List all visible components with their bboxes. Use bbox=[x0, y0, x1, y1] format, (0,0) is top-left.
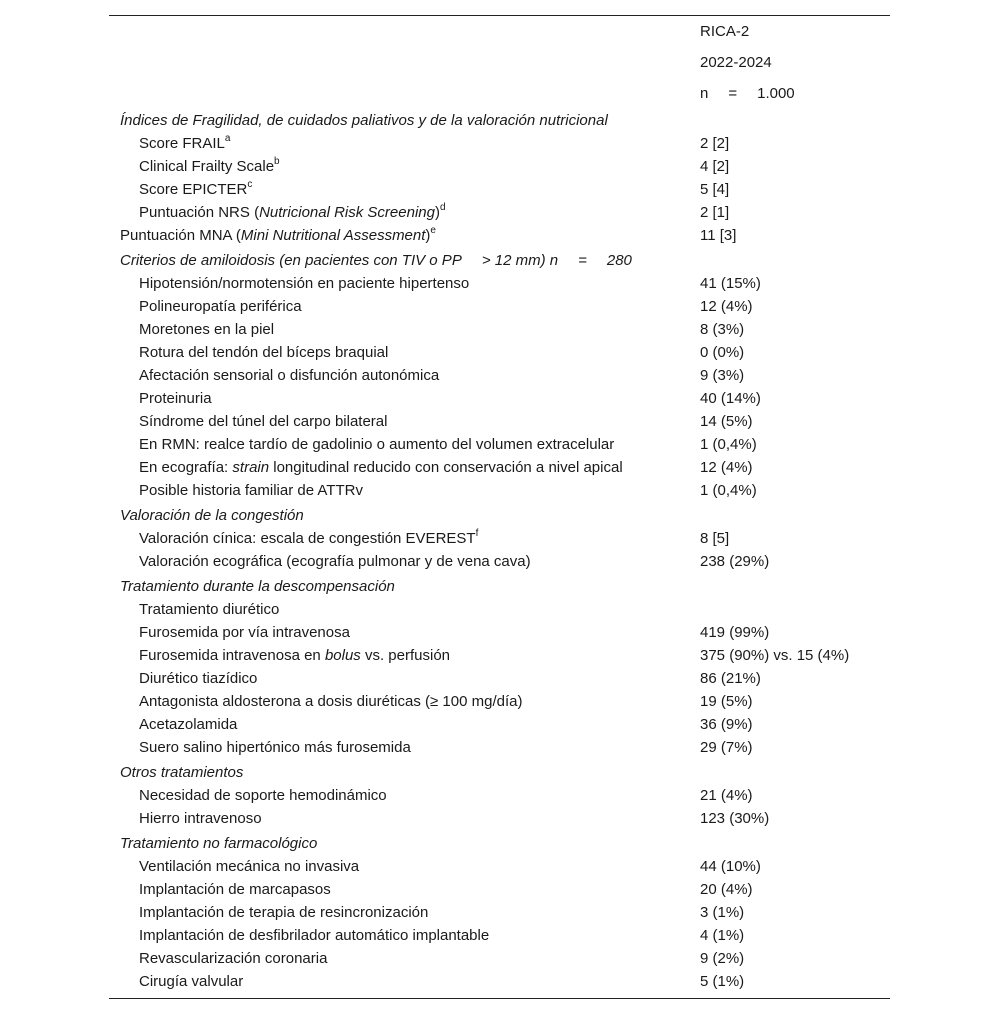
table-row bbox=[0, 901, 1000, 924]
row-label bbox=[139, 807, 262, 830]
table-row bbox=[0, 807, 1000, 830]
row-label-text: Furosemida intravenosa en bbox=[139, 647, 325, 664]
table-row bbox=[0, 224, 1000, 247]
row-label-text: Implantación de terapia de resincronización bbox=[139, 904, 429, 921]
row-value: 8 (3%) bbox=[700, 321, 745, 338]
row-label-text: Hipotensión/normotensión en paciente hipertenso bbox=[139, 275, 470, 292]
row-label bbox=[139, 433, 614, 456]
row-value: 9 (2%) bbox=[700, 950, 745, 967]
row-label bbox=[139, 410, 387, 433]
table-row bbox=[0, 855, 1000, 878]
row-value: 11 [3] bbox=[700, 227, 737, 244]
column-header-group: RICA-2 bbox=[700, 23, 750, 40]
table-row bbox=[0, 387, 1000, 410]
row-label-text: Implantación de desfibrilador automático implantable bbox=[139, 927, 490, 944]
table-row bbox=[0, 155, 1000, 178]
row-label-text: En RMN: realce tardío de gadolinio o aumento del volumen extracelular bbox=[139, 436, 615, 453]
row-label-text: Ventilación mecánica no invasiva bbox=[139, 858, 360, 875]
row-value: 19 (5%) bbox=[700, 693, 753, 710]
n-value: 1.000 bbox=[757, 85, 795, 102]
table-row bbox=[0, 132, 1000, 155]
table-row bbox=[0, 410, 1000, 433]
row-value: 12 (4%) bbox=[700, 459, 753, 476]
row-label-text: Síndrome del túnel del carpo bilateral bbox=[139, 413, 388, 430]
row-value: 29 (7%) bbox=[700, 739, 753, 756]
row-value: 44 (10%) bbox=[700, 858, 761, 875]
row-label bbox=[139, 527, 478, 550]
table-row bbox=[0, 527, 1000, 550]
section-row bbox=[0, 109, 1000, 132]
row-label bbox=[139, 690, 522, 713]
table-row bbox=[0, 318, 1000, 341]
table-row bbox=[0, 364, 1000, 387]
table-row bbox=[0, 178, 1000, 201]
table-row bbox=[0, 970, 1000, 993]
row-label-text: Afectación sensorial o disfunción autonómica bbox=[139, 367, 440, 384]
section-title: Tratamiento durante la descompensación bbox=[120, 578, 395, 595]
row-label-text: Clinical Frailty Scale bbox=[139, 158, 275, 175]
row-label bbox=[139, 456, 623, 479]
section-title-part: Criterios de amiloidosis (en pacientes con TIV o PP bbox=[120, 252, 462, 269]
row-label-text: Posible historia familiar de ATTRv bbox=[139, 482, 363, 499]
table-row bbox=[0, 479, 1000, 502]
table-row bbox=[0, 644, 1000, 667]
table-row bbox=[0, 784, 1000, 807]
table-row bbox=[0, 690, 1000, 713]
footnote-marker: e bbox=[430, 225, 436, 236]
section-title bbox=[120, 249, 632, 272]
row-label-text: En ecografía: bbox=[139, 459, 233, 476]
row-label bbox=[139, 132, 230, 155]
row-label bbox=[139, 155, 280, 178]
section-title: Tratamiento no farmacológico bbox=[120, 835, 318, 852]
row-value: 41 (15%) bbox=[700, 275, 761, 292]
row-label-text: Score EPICTER bbox=[139, 181, 248, 198]
section-title: Valoración de la congestión bbox=[120, 507, 304, 524]
row-label bbox=[139, 621, 350, 644]
row-label-text: Acetazolamida bbox=[139, 716, 238, 733]
row-value: 8 [5] bbox=[700, 530, 730, 547]
row-label-text: Moretones en la piel bbox=[139, 321, 275, 338]
n-label: n bbox=[700, 85, 709, 102]
row-label bbox=[139, 878, 331, 901]
row-label bbox=[139, 947, 327, 970]
row-value: 5 [4] bbox=[700, 181, 730, 198]
row-value: 4 [2] bbox=[700, 158, 730, 175]
row-value: 2 [1] bbox=[700, 204, 730, 221]
row-label-italic: strain bbox=[232, 459, 270, 476]
row-label-text: Rotura del tendón del bíceps braquial bbox=[139, 344, 389, 361]
row-label bbox=[139, 387, 212, 410]
row-label bbox=[139, 713, 237, 736]
column-header-period: 2022-2024 bbox=[700, 54, 772, 71]
row-label-text: Proteinuria bbox=[139, 390, 212, 407]
row-label bbox=[139, 201, 446, 224]
row-label bbox=[139, 901, 428, 924]
table-top-rule bbox=[109, 15, 890, 16]
row-label bbox=[139, 178, 252, 201]
section-row bbox=[0, 575, 1000, 598]
row-value: 375 (90%) vs. 15 (4%) bbox=[700, 647, 850, 664]
table-row bbox=[0, 295, 1000, 318]
row-label-italic: Nutricional Risk Screening bbox=[259, 204, 435, 221]
section-title-eq: = bbox=[578, 252, 587, 269]
table-row bbox=[0, 947, 1000, 970]
row-label bbox=[139, 341, 388, 364]
row-label bbox=[139, 784, 387, 807]
row-label bbox=[139, 598, 279, 621]
row-value: 5 (1%) bbox=[700, 973, 745, 990]
row-label-text: Implantación de marcapasos bbox=[139, 881, 331, 898]
row-label-text: Necesidad de soporte hemodinámico bbox=[139, 787, 387, 804]
row-label bbox=[139, 550, 531, 573]
section-title-part: > 12 mm) n bbox=[481, 252, 559, 269]
section-row bbox=[0, 832, 1000, 855]
row-label-text: Cirugía valvular bbox=[139, 973, 244, 990]
table-row bbox=[0, 201, 1000, 224]
row-label-text: Hierro intravenoso bbox=[139, 810, 262, 827]
row-label-text: Puntuación MNA ( bbox=[120, 227, 241, 244]
row-label-text: Revascularización coronaria bbox=[139, 950, 328, 967]
row-label-text: Polineuropatía periférica bbox=[139, 298, 302, 315]
section-title: Otros tratamientos bbox=[120, 764, 244, 781]
row-value: 238 (29%) bbox=[700, 553, 770, 570]
row-value: 4 (1%) bbox=[700, 927, 745, 944]
row-label bbox=[139, 272, 469, 295]
row-label-italic: bolus bbox=[324, 647, 361, 664]
n-eq: = bbox=[728, 85, 738, 102]
row-value: 1 (0,4%) bbox=[700, 482, 757, 499]
row-label-text: ) bbox=[434, 204, 440, 221]
row-label bbox=[139, 479, 363, 502]
row-label bbox=[120, 224, 436, 247]
row-value: 9 (3%) bbox=[700, 367, 745, 384]
row-value: 3 (1%) bbox=[700, 904, 745, 921]
section-row bbox=[0, 504, 1000, 527]
column-header-n bbox=[700, 82, 795, 105]
table-row bbox=[0, 550, 1000, 573]
table-row bbox=[0, 621, 1000, 644]
table-row bbox=[0, 878, 1000, 901]
row-label bbox=[139, 295, 302, 318]
table-row bbox=[0, 736, 1000, 759]
table-bottom-rule bbox=[109, 998, 890, 999]
footnote-marker: c bbox=[247, 179, 253, 190]
row-value: 419 (99%) bbox=[700, 624, 770, 641]
row-value: 20 (4%) bbox=[700, 881, 753, 898]
row-value: 14 (5%) bbox=[700, 413, 753, 430]
footnote-marker: f bbox=[475, 528, 479, 539]
row-value: 40 (14%) bbox=[700, 390, 761, 407]
row-label-text: Puntuación NRS ( bbox=[139, 204, 260, 221]
section-title: Índices de Fragilidad, de cuidados paliativos y de la valoración nutricional bbox=[120, 112, 608, 129]
row-label-text: Score FRAIL bbox=[139, 135, 225, 152]
section-row bbox=[0, 249, 1000, 272]
row-label bbox=[139, 855, 359, 878]
table-row bbox=[0, 456, 1000, 479]
row-label bbox=[139, 736, 411, 759]
table-row bbox=[0, 272, 1000, 295]
row-label-text: Suero salino hipertónico más furosemida bbox=[139, 739, 411, 756]
footnote-marker: a bbox=[224, 133, 231, 144]
row-label bbox=[139, 970, 243, 993]
row-label bbox=[139, 924, 489, 947]
row-label-text: Valoración cínica: escala de congestión EVEREST bbox=[139, 530, 476, 547]
row-label bbox=[139, 364, 439, 387]
table-row bbox=[0, 341, 1000, 364]
row-value: 36 (9%) bbox=[700, 716, 753, 733]
row-label bbox=[139, 644, 450, 667]
row-label-text: Valoración ecográfica (ecografía pulmonar y de vena cava) bbox=[139, 553, 531, 570]
table-row bbox=[0, 598, 1000, 621]
row-label bbox=[139, 667, 257, 690]
row-value: 21 (4%) bbox=[700, 787, 753, 804]
row-value: 0 (0%) bbox=[700, 344, 745, 361]
row-label bbox=[139, 318, 274, 341]
footnote-marker: b bbox=[274, 156, 280, 167]
row-value: 1 (0,4%) bbox=[700, 436, 757, 453]
section-row bbox=[0, 761, 1000, 784]
table-row bbox=[0, 924, 1000, 947]
row-label-text: vs. perfusión bbox=[360, 647, 451, 664]
row-label-text: longitudinal reducido con conservación a nivel apical bbox=[269, 459, 623, 476]
footnote-marker: d bbox=[439, 202, 446, 213]
row-label-text: Furosemida por vía intravenosa bbox=[139, 624, 350, 641]
row-value: 123 (30%) bbox=[700, 810, 770, 827]
table-row bbox=[0, 433, 1000, 456]
section-title-n: 280 bbox=[606, 252, 632, 269]
row-label-text: ) bbox=[425, 227, 431, 244]
row-label-text: Antagonista aldosterona a dosis diuréticas (≥ 100 mg/día) bbox=[139, 693, 523, 710]
row-label-text: Tratamiento diurético bbox=[139, 601, 280, 618]
table-row bbox=[0, 667, 1000, 690]
row-label-italic: Mini Nutritional Assessment bbox=[240, 227, 426, 244]
table-row bbox=[0, 713, 1000, 736]
row-value: 86 (21%) bbox=[700, 670, 761, 687]
row-value: 2 [2] bbox=[700, 135, 730, 152]
row-value: 12 (4%) bbox=[700, 298, 753, 315]
row-label-text: Diurético tiazídico bbox=[139, 670, 258, 687]
